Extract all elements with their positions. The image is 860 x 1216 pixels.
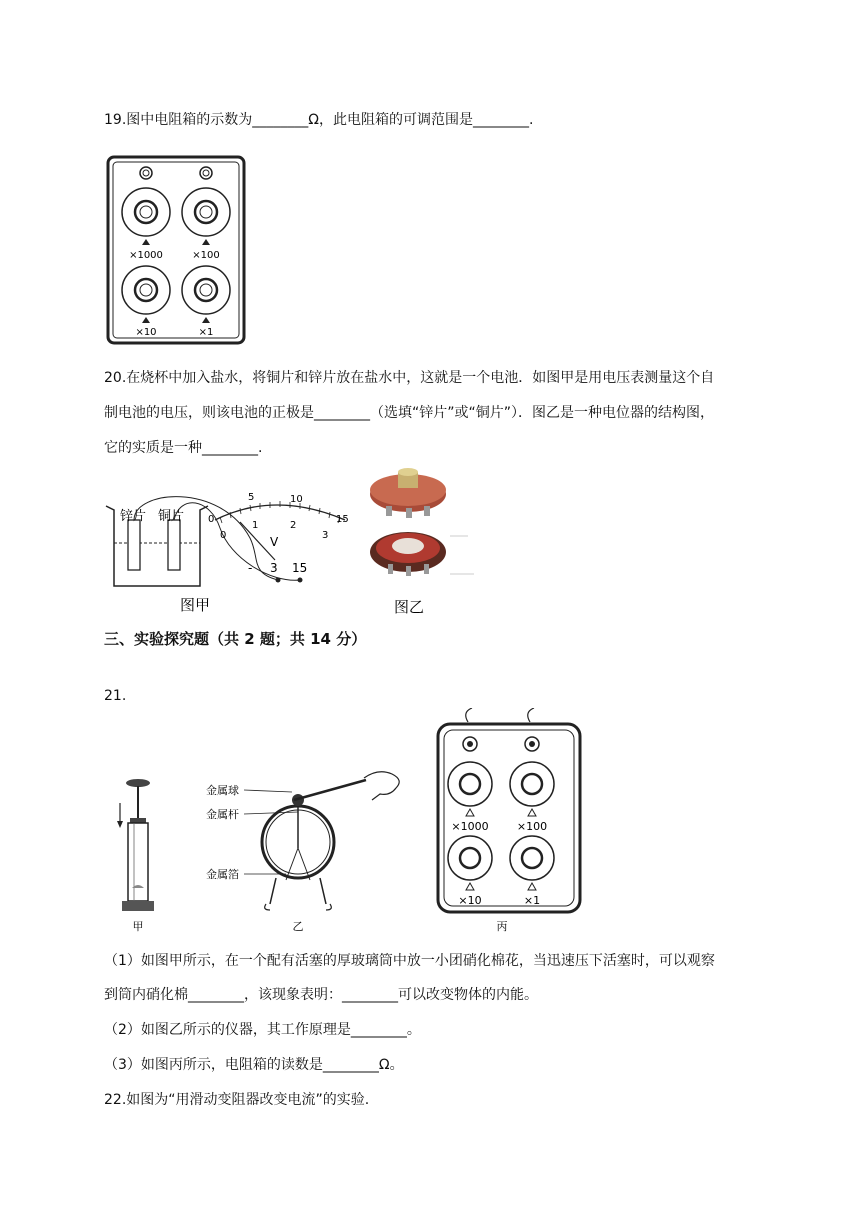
caption-yi: 乙 [292,920,304,933]
question-20-line-3: 它的实质是一种________. [104,440,263,456]
question-20-line-2: 制电池的电压，则该电池的正极是________（选填“锌片”或“铜片”）．图乙是一种电位器的结构图， [104,405,715,421]
upper-scale-label: 5 [248,492,255,503]
lower-scale-label: 0 [220,530,227,541]
section-3-title: 三、实验探究题（共 2 题；共 14 分） [104,630,367,648]
copper-label: 铜片 [158,509,185,524]
lower-scale-label: 3 [322,530,329,541]
dial-label: ×1000 [129,250,163,261]
dial-label: ×10 [135,327,157,338]
label-metal-ball: 金属球 [206,784,239,797]
label-metal-rod: 金属杆 [206,808,239,821]
dial-label: ×10 [458,894,482,907]
dial-label: ×1000 [451,820,489,833]
question-21-part-1-line-1: （1）如图甲所示，在一个配有活塞的厚玻璃筒中放一小团硝化棉花，当迅速压下活塞时，可以观察 [104,953,715,969]
caption-bing: 丙 [496,920,508,933]
figure-bing-resistance-box [438,708,580,912]
label-metal-foil: 金属箔 [206,868,239,881]
figure-yi-caption: 图乙 [394,598,425,616]
zinc-label: 锌片 [120,509,147,524]
figure-yi-potentiometer [362,466,502,616]
caption-jia: 甲 [132,920,144,933]
upper-scale-label: 0 [208,514,215,525]
upper-scale-label: 10 [290,494,303,505]
figure-jia-battery-voltmeter [100,488,360,616]
question-20-line-1: 20.在烧杯中加入盐水，将铜片和锌片放在盐水中，这就是一个电池．如图甲是用电压表测量这个自 [104,370,715,386]
question-21-part-3: （3）如图丙所示，电阻箱的读数是________Ω。 [104,1057,404,1073]
voltmeter-unit: V [270,535,279,549]
question-21-figures [106,708,586,940]
question-19-text: 19.图中电阻箱的示数为________Ω，此电阻箱的可调范围是________. [104,112,534,128]
upper-scale-label: 15 [336,514,349,525]
dial-label: ×100 [192,250,220,261]
terminal-label: 15 [292,561,308,575]
question-21-number: 21. [104,688,127,704]
figure-jia-caption: 图甲 [180,596,211,614]
figure-yi-electroscope [206,772,399,910]
question-22-text: 22.如图为“用滑动变阻器改变电流”的实验. [104,1092,370,1108]
lower-scale-label: 2 [290,520,297,531]
dial-label: ×100 [516,820,548,833]
resistance-box-figure-19 [106,155,246,345]
lower-scale-label: 1 [252,520,259,531]
dial-label: ×1 [523,894,541,907]
terminal-label: - [248,561,253,575]
question-21-part-2: （2）如图乙所示的仪器，其工作原理是________。 [104,1022,421,1038]
dial-label: ×1 [198,327,214,338]
figure-jia-piston-cylinder [117,779,154,911]
terminal-label: 3 [270,561,278,575]
question-21-part-1-line-2: 到筒内硝化棉________，该现象表明：________可以改变物体的内能。 [104,987,538,1003]
